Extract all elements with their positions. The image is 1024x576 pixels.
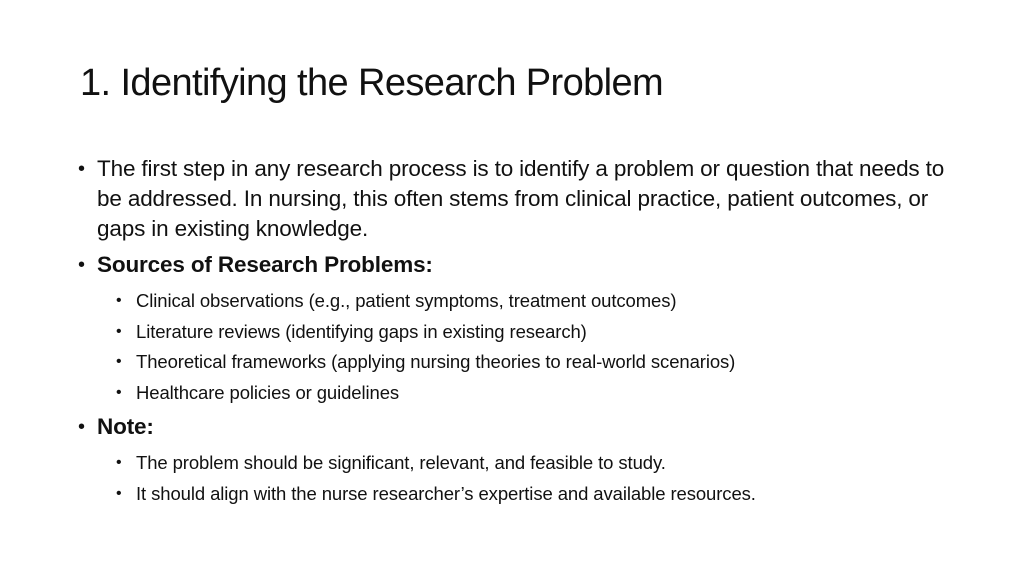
- sources-bullet: [78, 250, 958, 280]
- bullet-icon: •: [116, 353, 122, 370]
- list-item: [78, 448, 958, 479]
- sources-list: [78, 286, 958, 408]
- bullet-icon: •: [78, 158, 85, 180]
- intro-bullet: [78, 154, 958, 244]
- list-item-text: It should align with the nurse researcher’s expertise and available resources.: [136, 482, 756, 504]
- note-list: [78, 448, 958, 509]
- list-item-text: Literature reviews (identifying gaps in existing research): [136, 320, 587, 342]
- list-item: [78, 317, 958, 348]
- bullet-icon: •: [116, 383, 122, 401]
- slide-title: 1. Identifying the Research Problem: [80, 62, 664, 104]
- bullet-icon: •: [116, 454, 122, 471]
- note-heading: Note:: [97, 414, 154, 439]
- bullet-icon: •: [116, 322, 122, 340]
- intro-text: The first step in any research process is to identify a problem or question that needs to be addressed. In nursing, this often stems from clinical practice, patient outcomes, or gaps in existing knowledge.: [97, 156, 945, 241]
- list-item-text: Clinical observations (e.g., patient symptoms, treatment outcomes): [136, 290, 677, 311]
- bullet-icon: •: [78, 254, 85, 276]
- sources-heading: Sources of Research Problems:: [97, 252, 433, 277]
- list-item: [78, 286, 958, 317]
- list-item: [78, 479, 958, 510]
- list-item-text: Theoretical frameworks (applying nursing theories to real-world scenarios): [136, 351, 736, 372]
- slide-content: [78, 154, 958, 513]
- bullet-icon: •: [116, 484, 122, 502]
- bullet-icon: •: [78, 416, 85, 438]
- list-item-text: Healthcare policies or guidelines: [136, 381, 400, 403]
- list-item-text: The problem should be significant, relevant, and feasible to study.: [136, 452, 666, 473]
- list-item: [78, 378, 958, 409]
- bullet-icon: •: [116, 292, 122, 309]
- list-item: [78, 347, 958, 378]
- note-bullet: [78, 412, 958, 442]
